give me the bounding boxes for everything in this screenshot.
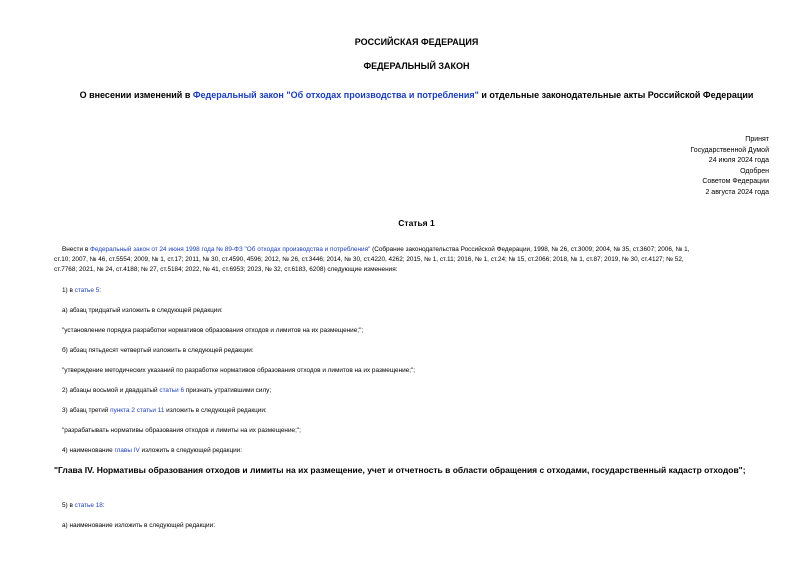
article-heading: Статья 1 — [398, 218, 435, 228]
approval-date: 2 августа 2024 года — [705, 188, 769, 196]
adoption-date: 24 июля 2024 года — [708, 157, 769, 164]
list-item: 1) в статье 5: — [62, 287, 102, 294]
quoted-text: "установление порядка разработки нормативов образования отходов и лимитов на их размещение;"; — [62, 327, 364, 334]
list-item: 4) наименование главы IV изложить в следующей редакции: — [62, 447, 243, 454]
article-11-link[interactable]: пункта 2 статьи 11 — [110, 407, 165, 414]
adoption-line: Государственной Думой — [690, 146, 769, 154]
approval-line: Советом Федерации — [702, 178, 769, 185]
quoted-text: "утверждение методических указаний по разработке нормативов образования отходов и лимитов на их размещение;"; — [62, 367, 416, 374]
list-item: а) наименование изложить в следующей редакции: — [62, 522, 215, 529]
list-item: а) абзац тридцатый изложить в следующей редакции: — [62, 307, 223, 314]
list-item: 5) в статье 18: — [62, 502, 105, 509]
law-title-prefix: О внесении изменений в — [79, 90, 193, 100]
intro-line: ст.10; 2007, № 46, ст.5554; 2009, № 1, ст.17; 2011, № 30, ст.4590, 4596; 2012, № 26, ст.3446; 2014, № 30, ст.4220, 4262; 2015, № 1, ст.11; 2016, № 1, ст.24; № 15, ст.2066; 2018, № 1, ст.87; 2019, № 30, ст.4127; № 52, — [54, 256, 684, 263]
intro-law-link[interactable]: Федеральный закон от 24 июня 1998 года № 89-ФЗ "Об отходах производства и потребления" — [89, 246, 371, 253]
list-item: б) абзац пятьдесят четвертый изложить в следующей редакции: — [62, 347, 254, 354]
article-5-link[interactable]: статье 5 — [74, 287, 100, 294]
article-intro — [54, 245, 779, 275]
country-heading: РОССИЙСКАЯ ФЕДЕРАЦИЯ — [354, 37, 479, 47]
article-6-link[interactable]: статьи 6 — [159, 387, 184, 394]
quoted-text: "разрабатывать нормативы образования отходов и лимиты на их размещение;"; — [62, 427, 301, 434]
list-item: 3) абзац третий пункта 2 статьи 11 изложить в следующей редакции: — [62, 407, 267, 414]
adoption-block — [54, 135, 779, 198]
law-type-heading: ФЕДЕРАЛЬНЫЙ ЗАКОН — [363, 61, 470, 71]
law-title-suffix: и отдельные законодательные акты Российской Федерации — [478, 90, 754, 100]
approval-line: Одобрен — [740, 167, 769, 175]
chapter-title-quote: "Глава IV. Нормативы образования отходов и лимиты на их размещение, учет и отчетность в области обращения с отходами, государственный кадастр отходов"; — [54, 465, 746, 475]
intro-suffix: (Собрание законодательства Российской Федерации, 1998, № 26, ст.3009; 2004, № 35, ст.3607; 2006, № 1, — [370, 246, 690, 253]
list-item: 2) абзацы восьмой и двадцатый статьи 6 признать утратившими силу; — [62, 387, 272, 394]
law-title-link[interactable]: Федеральный закон "Об отходах производства и потребления" — [192, 90, 479, 100]
article-18-link[interactable]: статье 18 — [74, 502, 103, 509]
intro-prefix: Внести в — [62, 246, 90, 253]
chapter-4-link[interactable]: главы IV — [114, 447, 140, 454]
intro-line: ст.7768; 2021, № 24, ст.4188; № 27, ст.5184; 2022, № 41, ст.6953; 2023, № 32, ст.6183, 6208) следующие изменения: — [54, 266, 398, 273]
law-title — [54, 90, 779, 100]
adoption-line: Принят — [745, 136, 769, 143]
